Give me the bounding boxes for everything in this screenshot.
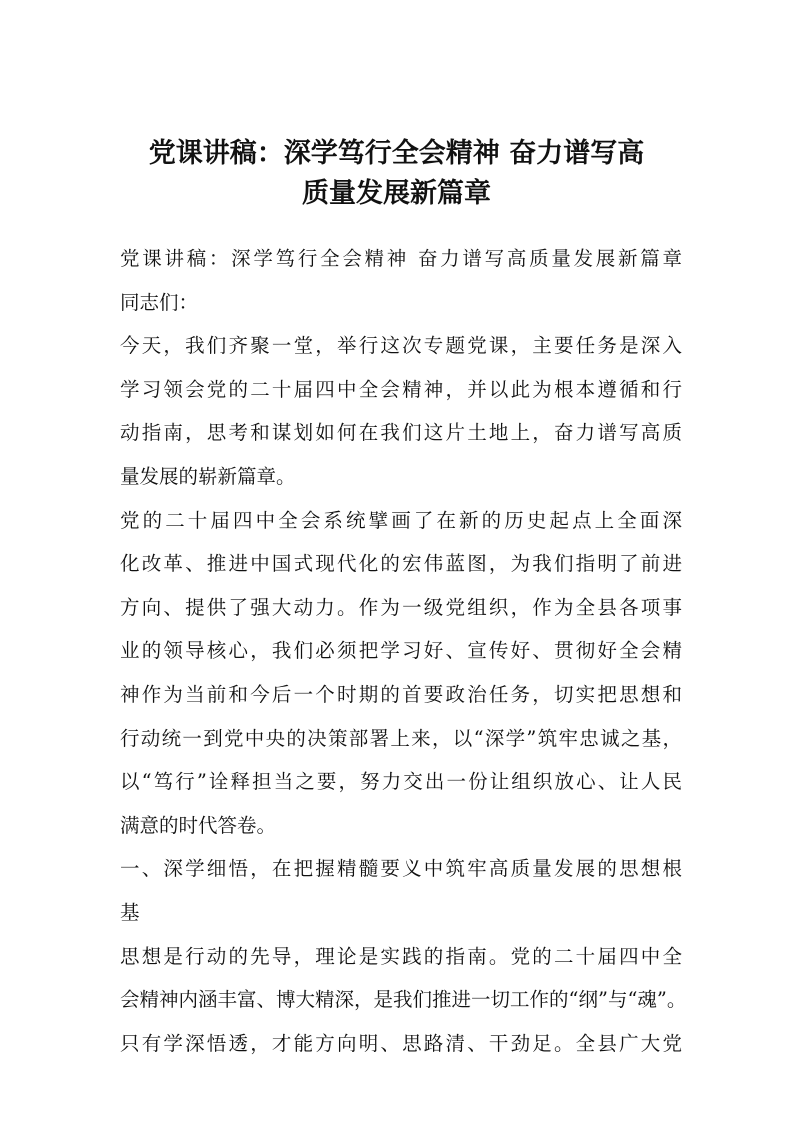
body-text-line: 今天，我们齐聚一堂，举行这次专题党课，主要任务是深入 [120, 334, 682, 358]
body-text-line: 行动统一到党中央的决策部署上来，以“深学”筑牢忠诚之基， [120, 726, 682, 750]
body-text-line: 党课讲稿：深学笃行全会精神 奋力谱写高质量发展新篇章 [120, 247, 682, 270]
body-text-line: 党的二十届四中全会系统擘画了在新的历史起点上全面深 [120, 508, 682, 532]
body-text-line: 方向、提供了强大动力。作为一级党组织，作为全县各项事 [120, 595, 682, 619]
body-text-line: 动指南，思考和谋划如何在我们这片土地上，奋力谱写高质 [120, 421, 682, 445]
body-text-line: 化改革、推进中国式现代化的宏伟蓝图，为我们指明了前进 [120, 552, 682, 576]
body-text-line: 满意的时代答卷。 [120, 813, 277, 837]
body-text-line: 会精神内涵丰富、博大精深，是我们推进一切工作的“纲”与“魂”。 [120, 988, 687, 1012]
body-text-line: 一、深学细悟，在把握精髓要义中筑牢高质量发展的思想根 [120, 857, 682, 881]
body-text-line: 业的领导核心，我们必须把学习好、宣传好、贯彻好全会精 [120, 639, 682, 663]
body-text-line: 以“笃行”诠释担当之要，努力交出一份让组织放心、让人民 [120, 770, 682, 794]
body-text-line: 基 [120, 900, 140, 924]
body-text-line: 只有学深悟透，才能方向明、思路清、干劲足。全县广大党 [120, 1031, 682, 1055]
body-text-line: 神作为当前和今后一个时期的首要政治任务，切实把思想和 [120, 682, 682, 706]
document-title-line-2: 质量发展新篇章 [302, 178, 491, 209]
body-text-line: 学习领会党的二十届四中全会精神，并以此为根本遵循和行 [120, 377, 682, 401]
body-text-line: 思想是行动的先导，理论是实践的指南。党的二十届四中全 [120, 944, 682, 968]
body-text-line: 同志们： [120, 290, 199, 314]
document-title-line-1: 党课讲稿：深学笃行全会精神 奋力谱写高 [148, 138, 645, 169]
body-text-line: 量发展的崭新篇章。 [120, 464, 296, 488]
document-body [120, 237, 687, 1065]
